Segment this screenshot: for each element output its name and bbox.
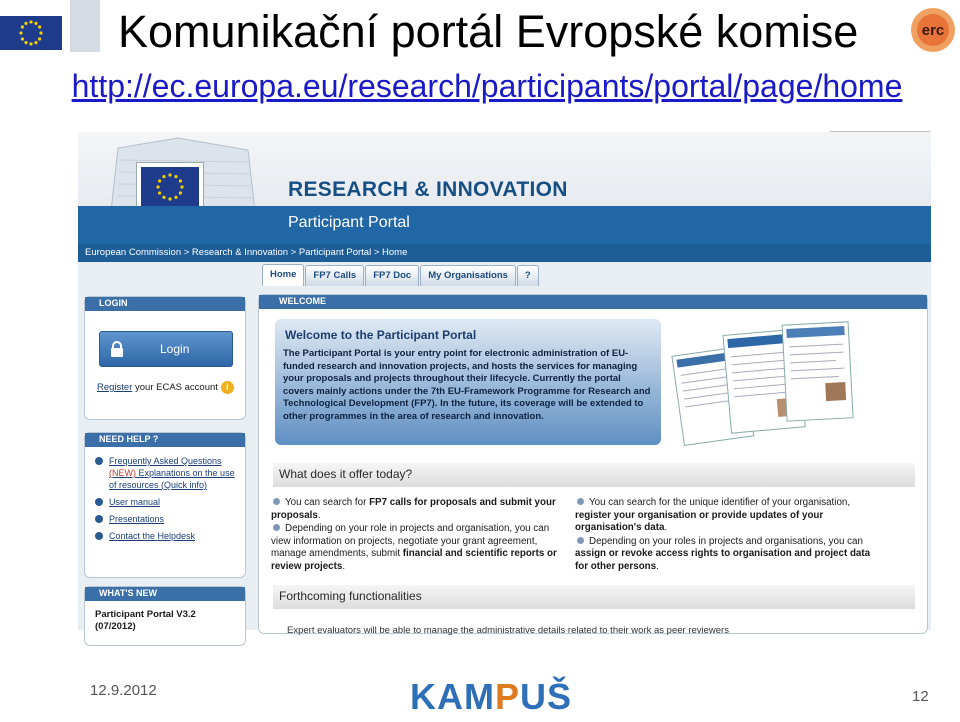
offer-heading: What does it offer today? <box>273 463 915 487</box>
offer-left-item-2: Depending on your role in projects and organisation, you can view information on projects, negotiate your grant agreement, manage amendments, submit financial and scientific reports or review projects. <box>271 523 557 572</box>
tab-my-organisations[interactable]: My Organisations <box>420 265 516 286</box>
erc-logo-text: erc <box>921 22 945 39</box>
register-link[interactable]: Register <box>97 382 133 393</box>
offer-left-item-1: You can search for FP7 calls for proposals and submit your proposals. <box>271 497 556 521</box>
slide-date: 12.9.2012 <box>90 682 157 699</box>
help-item-presentations[interactable]: Presentations <box>93 513 243 525</box>
offer-right-column <box>575 497 875 575</box>
lock-icon <box>110 341 124 357</box>
login-button[interactable] <box>99 331 233 367</box>
tab-help[interactable]: ? <box>517 265 539 286</box>
portal-title: RESEARCH & INNOVATION <box>288 178 568 201</box>
help-item-faq[interactable]: Frequently Asked Questions (NEW) Explanations on the use of resources (Quick info) <box>93 455 243 491</box>
bullet-icon <box>577 537 584 544</box>
bullet-icon <box>273 498 280 505</box>
portal-subtitle-bar <box>78 206 931 244</box>
help-list <box>93 455 243 547</box>
info-icon[interactable]: i <box>221 381 234 394</box>
login-heading: LOGIN <box>85 297 245 311</box>
news-heading: WHAT'S NEW <box>85 587 245 601</box>
erc-logo <box>908 6 958 54</box>
offer-left-column <box>271 497 571 575</box>
slide-url-link[interactable]: http://ec.europa.eu/research/participants/portal/page/home <box>71 68 903 104</box>
tab-fp7-doc[interactable]: FP7 Doc <box>365 265 419 286</box>
welcome-heading: WELCOME <box>259 295 927 309</box>
login-panel <box>84 296 246 420</box>
offer-right-item-1: You can search for the unique identifier of your organisation, register your organisation or provide updates of your organisation's data. <box>575 497 851 534</box>
offer-right-item-2: Depending on your roles in projects and organisations, you can assign or revoke access rights to organisation and project data for other persons. <box>575 535 871 572</box>
news-date: (07/2012) <box>95 621 136 632</box>
welcome-box-text: The Participant Portal is your entry point for electronic administration of EU-funded research and innovation projects, and hosts the services for managing your proposals and projects throughout their lifecycle. Currently the portal covers mainly actions under the 7th EU-Framework Programme for Research and Technological Development (FP7). In the future, its coverage will be extended to other programmes in the area of research and innovation. <box>283 348 651 422</box>
bullet-icon <box>95 515 103 523</box>
tab-home[interactable]: Home <box>262 264 304 286</box>
news-panel <box>84 586 246 646</box>
bullet-icon <box>95 457 103 465</box>
help-item-helpdesk[interactable]: Contact the Helpdesk <box>93 530 243 542</box>
help-heading: NEED HELP ? <box>85 433 245 447</box>
news-title[interactable]: Participant Portal V3.2 <box>95 609 196 620</box>
help-panel <box>84 432 246 578</box>
tab-fp7-calls[interactable]: FP7 Calls <box>305 265 364 286</box>
documents-illustration-icon <box>667 319 857 447</box>
help-item-user-manual[interactable]: User manual <box>93 496 243 508</box>
portal-header <box>78 132 931 244</box>
forthcoming-heading: Forthcoming functionalities <box>273 585 915 609</box>
welcome-box-title: Welcome to the Participant Portal <box>285 328 477 342</box>
register-line <box>97 381 234 394</box>
slide-title: Komunikační portál Evropské komise <box>118 6 859 57</box>
portal-screenshot <box>78 132 931 636</box>
bullet-icon <box>273 524 280 531</box>
kampus-logo: KAMPUŠ <box>410 676 573 717</box>
forthcoming-text: Expert evaluators will be able to manage the administrative details related to their work as peer reviewers <box>287 625 729 636</box>
breadcrumb[interactable]: European Commission > Research & Innovation > Participant Portal > Home <box>78 244 931 262</box>
login-button-label: Login <box>160 342 190 356</box>
tab-bar <box>262 264 540 286</box>
bullet-icon <box>95 532 103 540</box>
eu-flag-logo <box>0 0 100 52</box>
welcome-box <box>275 319 661 445</box>
bullet-icon <box>577 498 584 505</box>
eu-flag-icon <box>141 167 199 207</box>
slide-number: 12 <box>912 688 929 705</box>
welcome-panel <box>258 294 928 634</box>
portal-subtitle: Participant Portal <box>288 214 410 231</box>
bullet-icon <box>95 498 103 506</box>
register-text: your ECAS account <box>132 382 218 393</box>
help-item-quick-info[interactable]: (NEW) Explanations on the use of resources (Quick info) <box>109 468 235 490</box>
